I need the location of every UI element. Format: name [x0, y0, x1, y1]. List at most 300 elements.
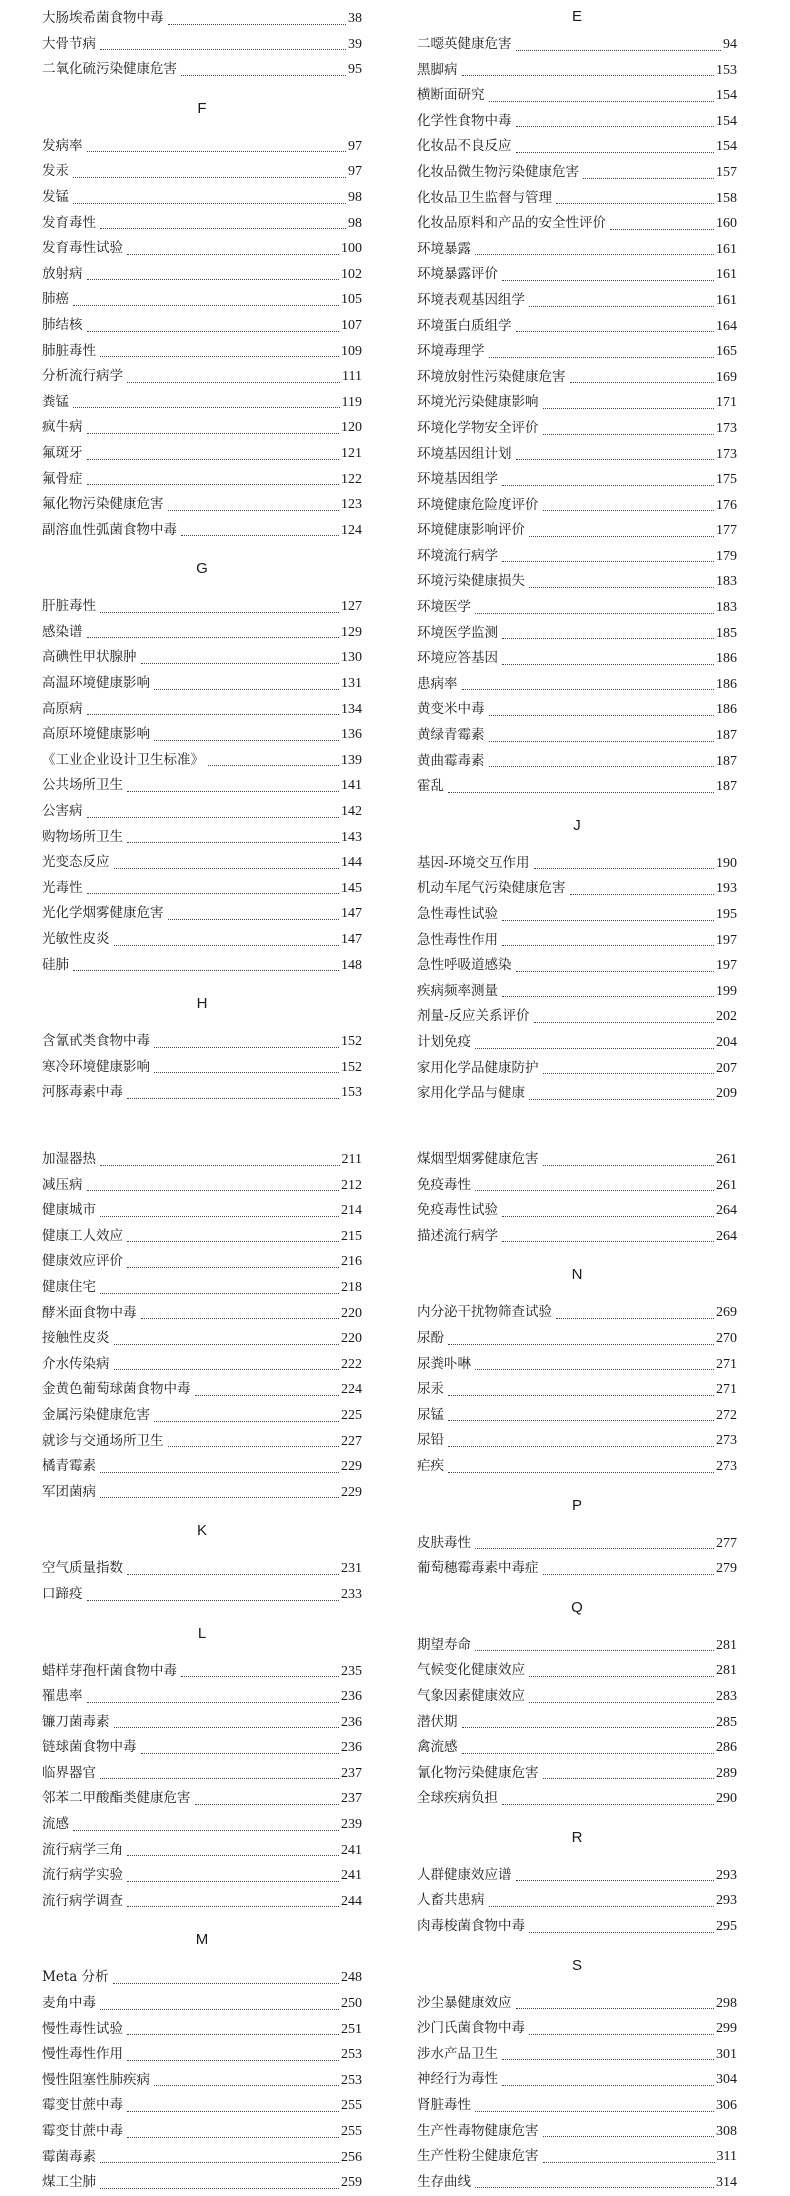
entry-term: 生产性粉尘健康危害 [417, 2148, 539, 2165]
dot-leader [168, 1446, 340, 1447]
entry-term: 皮肤毒性 [417, 1534, 471, 1551]
entry-term: 霉变甘蔗中毒 [42, 2097, 123, 2114]
index-entry [417, 749, 737, 775]
dot-leader [87, 484, 340, 485]
index-entry [417, 58, 737, 84]
letter-heading: F [197, 99, 207, 117]
index-entry [417, 851, 737, 877]
index-entry [42, 236, 362, 262]
index-entry [42, 671, 362, 697]
dot-leader [154, 1047, 339, 1048]
dot-leader [127, 842, 339, 843]
index-entry [42, 2119, 362, 2145]
entry-page-number: 283 [716, 1688, 737, 1704]
entry-page-number: 236 [341, 1689, 362, 1705]
dot-leader [529, 1099, 714, 1100]
entry-term: 黄曲霉毒素 [417, 752, 485, 769]
dot-leader [489, 741, 715, 742]
dot-leader [113, 1983, 339, 1984]
dot-leader [114, 1369, 340, 1370]
index-entry [42, 1838, 362, 1864]
entry-term: 生存曲线 [417, 2173, 471, 2190]
dot-leader [127, 2034, 339, 2035]
entry-page-number: 161 [716, 292, 737, 308]
dot-leader [529, 1702, 714, 1703]
dot-leader [489, 357, 715, 358]
dot-leader [127, 382, 340, 383]
index-entry [42, 159, 362, 185]
index-entry [417, 1300, 737, 1326]
index-entry [417, 2144, 737, 2170]
index-entry [42, 1735, 362, 1761]
entry-page-number: 165 [716, 344, 737, 360]
entry-term: 流行病学实验 [42, 1867, 123, 1884]
entry-page-number: 127 [341, 599, 362, 615]
entry-page-number: 161 [716, 267, 737, 283]
entry-page-number: 175 [716, 472, 737, 488]
entry-page-number: 197 [716, 932, 737, 948]
dot-leader [448, 1472, 714, 1473]
entry-term: 化妆品微生物污染健康危害 [417, 163, 579, 180]
entry-term: 肺结核 [42, 316, 83, 333]
index-column-left [42, 6, 362, 1106]
entry-page-number: 207 [716, 1060, 737, 1076]
index-entry [417, 314, 737, 340]
dot-leader [100, 1293, 339, 1294]
dot-leader [127, 1855, 339, 1856]
entry-term: 化妆品不良反应 [417, 138, 512, 155]
entry-page-number: 169 [716, 369, 737, 385]
index-entry [417, 1004, 737, 1030]
index-entry [417, 416, 737, 442]
entry-page-number: 304 [716, 2072, 737, 2088]
index-entry [42, 134, 362, 160]
index-entry [417, 544, 737, 570]
dot-leader [583, 178, 714, 179]
entry-page-number: 236 [341, 1740, 362, 1756]
index-column-right [417, 6, 737, 1107]
entry-page-number: 214 [341, 1203, 362, 1219]
letter-heading: J [573, 816, 581, 834]
entry-page-number: 270 [716, 1330, 737, 1346]
letter-heading: L [197, 1624, 207, 1642]
entry-page-number: 241 [341, 1842, 362, 1858]
dot-leader [208, 765, 339, 766]
entry-term: 金属污染健康危害 [42, 1406, 150, 1423]
entry-term: 流行病学三角 [42, 1841, 123, 1858]
index-entry [417, 442, 737, 468]
entry-term: 氟化物污染健康危害 [42, 496, 164, 513]
index-entry [42, 1659, 362, 1685]
entry-page-number: 187 [716, 753, 737, 769]
entry-page-number: 235 [341, 1663, 362, 1679]
entry-page-number: 255 [341, 2098, 362, 2114]
dot-leader [87, 1702, 340, 1703]
dot-leader [448, 1446, 714, 1447]
entry-term: 煤工尘肺 [42, 2174, 96, 2191]
dot-leader [87, 331, 340, 332]
index-entry [42, 441, 362, 467]
entry-page-number: 204 [716, 1034, 737, 1050]
entry-term: 慢性毒性试验 [42, 2020, 123, 2037]
index-entry [42, 1224, 362, 1250]
entry-page-number: 158 [716, 190, 737, 206]
entry-page-number: 144 [341, 855, 362, 871]
entry-term: 口蹄疫 [42, 1585, 83, 1602]
entry-term: 期望寿命 [417, 1636, 471, 1653]
index-entry [417, 1914, 737, 1940]
dot-leader [502, 664, 714, 665]
entry-page-number: 237 [341, 1765, 362, 1781]
dot-leader [570, 382, 715, 383]
letter-heading: S [571, 1956, 582, 1974]
entry-page-number: 273 [716, 1433, 737, 1449]
entry-page-number: 301 [716, 2046, 737, 2062]
index-entry [42, 722, 362, 748]
entry-term: 剂量-反应关系评价 [417, 1008, 530, 1025]
index-entry [417, 237, 737, 263]
entry-page-number: 272 [716, 1407, 737, 1423]
index-entry [417, 262, 737, 288]
entry-term: 慢性阻塞性肺疾病 [42, 2071, 150, 2088]
dot-leader [534, 1022, 714, 1023]
dot-leader [448, 1395, 714, 1396]
index-entry [417, 902, 737, 928]
entry-term: 寒冷环境健康影响 [42, 1058, 150, 1075]
entry-page-number: 211 [341, 1152, 362, 1167]
entry-page-number: 229 [341, 1459, 362, 1475]
entry-page-number: 94 [723, 37, 737, 52]
entry-page-number: 153 [341, 1085, 362, 1101]
entry-page-number: 259 [341, 2175, 362, 2191]
entry-term: 流行病学调查 [42, 1892, 123, 1909]
entry-page-number: 179 [716, 548, 737, 564]
index-entry [42, 1429, 362, 1455]
index-entry [42, 2145, 362, 2171]
entry-term: 光毒性 [42, 879, 83, 896]
entry-term: 黄变米中毒 [417, 701, 485, 718]
entry-term: 环境医学 [417, 599, 471, 616]
dot-leader [462, 1727, 715, 1728]
entry-term: Meta 分析 [42, 1969, 109, 1986]
entry-page-number: 147 [341, 932, 362, 947]
entry-page-number: 255 [341, 2124, 362, 2139]
entry-page-number: 102 [341, 266, 362, 282]
dot-leader [87, 817, 340, 818]
entry-term: 人畜共患病 [417, 1892, 485, 1909]
index-entry [417, 109, 737, 135]
index-entry [417, 1658, 737, 1684]
dot-leader [475, 1048, 714, 1049]
entry-term: 煤烟型烟雾健康危害 [417, 1151, 539, 1167]
index-entry [42, 2017, 362, 2043]
entry-page-number: 105 [341, 292, 362, 308]
entry-page-number: 277 [716, 1535, 737, 1551]
index-entry [417, 774, 737, 800]
dot-leader [502, 1216, 714, 1217]
entry-term: 接触性皮炎 [42, 1330, 110, 1347]
dot-leader [489, 101, 715, 102]
dot-leader [529, 587, 714, 588]
entry-term: 环境光污染健康影响 [417, 394, 539, 411]
index-entry [42, 1965, 362, 1991]
dot-leader [100, 1497, 339, 1498]
entry-page-number: 98 [348, 215, 362, 231]
dot-leader [73, 305, 339, 306]
entry-term: 光敏性皮炎 [42, 931, 110, 947]
entry-term: 军团菌病 [42, 1483, 96, 1500]
index-entry [417, 1081, 737, 1107]
entry-page-number: 231 [341, 1561, 362, 1577]
entry-page-number: 187 [716, 728, 737, 744]
entry-term: 沙尘暴健康效应 [417, 1994, 512, 2011]
entry-term: 分析流行病学 [42, 368, 123, 385]
dot-leader [448, 1420, 714, 1421]
entry-page-number: 142 [341, 804, 362, 820]
entry-term: 急性毒性作用 [417, 931, 498, 948]
entry-page-number: 134 [341, 701, 362, 717]
index-entry [42, 1454, 362, 1480]
index-entry [417, 672, 737, 698]
entry-page-number: 171 [716, 395, 737, 411]
index-entry [42, 645, 362, 671]
entry-term: 金黄色葡萄球菌食物中毒 [42, 1381, 191, 1398]
dot-leader [141, 663, 340, 664]
index-entry [42, 2042, 362, 2068]
dot-leader [462, 689, 715, 690]
entry-term: 就诊与交通场所卫生 [42, 1432, 164, 1449]
entry-page-number: 97 [348, 138, 362, 154]
entry-term: 患病率 [417, 675, 458, 692]
entry-page-number: 38 [348, 11, 362, 26]
dot-leader [462, 1753, 715, 1754]
index-entry [42, 1055, 362, 1081]
dot-leader [502, 920, 714, 921]
entry-page-number: 285 [716, 1714, 737, 1730]
index-entry [42, 1556, 362, 1582]
dot-leader [529, 1932, 714, 1933]
entry-term: 硅肺 [42, 956, 69, 973]
entry-page-number: 295 [716, 1919, 737, 1935]
entry-page-number: 190 [716, 855, 737, 871]
entry-term: 公共场所卫生 [42, 777, 123, 794]
dot-leader [127, 1098, 339, 1099]
entry-term: 粪锰 [42, 393, 69, 410]
entry-page-number: 141 [341, 778, 362, 794]
index-entry [42, 1198, 362, 1224]
dot-leader [127, 2137, 339, 2138]
dot-leader [127, 791, 339, 792]
index-entry [417, 1224, 737, 1250]
dot-leader [610, 229, 714, 230]
index-entry [42, 876, 362, 902]
entry-page-number: 39 [348, 36, 362, 52]
entry-term: 罹患率 [42, 1688, 83, 1705]
entry-term: 氰化物污染健康危害 [417, 1764, 539, 1781]
dot-leader [100, 2009, 339, 2010]
entry-page-number: 220 [341, 1331, 362, 1347]
entry-term: 肾脏毒性 [417, 2097, 471, 2114]
index-entry [42, 1812, 362, 1838]
entry-term: 氟斑牙 [42, 444, 83, 461]
entry-page-number: 129 [341, 624, 362, 640]
index-column-right [417, 1147, 737, 2195]
entry-term: 环境毒理学 [417, 343, 485, 360]
entry-page-number: 202 [716, 1009, 737, 1025]
index-entry [42, 313, 362, 339]
index-entry [42, 1352, 362, 1378]
dot-leader [127, 1881, 339, 1882]
entry-term: 加湿器热 [42, 1151, 96, 1167]
entry-page-number: 154 [716, 88, 737, 104]
entry-term: 霉菌毒素 [42, 2148, 96, 2165]
entry-page-number: 119 [341, 394, 362, 410]
index-entry [42, 1249, 362, 1275]
entry-term: 健康效应评价 [42, 1253, 123, 1270]
index-entry [417, 2016, 737, 2042]
index-entry [417, 569, 737, 595]
dot-leader [475, 1548, 714, 1549]
dot-leader [516, 331, 715, 332]
index-entry [42, 364, 362, 390]
entry-term: 疟疾 [417, 1457, 444, 1474]
entry-page-number: 264 [716, 1203, 737, 1219]
dot-leader [516, 126, 715, 127]
index-column-left [42, 1147, 362, 2196]
index-entry [417, 1710, 737, 1736]
entry-term: 高碘性甲状腺肿 [42, 649, 137, 666]
index-entry [42, 1403, 362, 1429]
dot-leader [100, 1165, 340, 1166]
entry-page-number: 183 [716, 574, 737, 590]
index-entry [417, 723, 737, 749]
dot-leader [502, 561, 714, 562]
entry-term: 橘青霉素 [42, 1458, 96, 1475]
letter-heading: R [571, 1828, 583, 1846]
index-entry [417, 1735, 737, 1761]
entry-term: 机动车尾气污染健康危害 [417, 880, 566, 897]
dot-leader [127, 2111, 339, 2112]
entry-term: 葡萄穗霉毒素中毒症 [417, 1560, 539, 1577]
dot-leader [168, 24, 347, 25]
entry-term: 环境健康影响评价 [417, 522, 525, 539]
entry-page-number: 187 [716, 779, 737, 795]
entry-term: 公害病 [42, 803, 83, 820]
index-entry [417, 2093, 737, 2119]
entry-term: 环境基因组学 [417, 471, 498, 488]
entry-page-number: 224 [341, 1382, 362, 1398]
index-entry [42, 467, 362, 493]
index-entry [417, 1888, 737, 1914]
entry-page-number: 173 [716, 420, 737, 436]
entry-term: 全球疾病负担 [417, 1790, 498, 1807]
entry-term: 环境应答基因 [417, 650, 498, 667]
entry-term: 高温环境健康影响 [42, 675, 150, 692]
dot-leader [543, 1165, 715, 1166]
entry-page-number: 154 [716, 113, 737, 129]
entry-page-number: 269 [716, 1305, 737, 1321]
dot-leader [73, 203, 346, 204]
dot-leader [141, 1753, 340, 1754]
entry-page-number: 160 [716, 216, 737, 232]
letter-heading: E [571, 8, 582, 25]
entry-term: 免疫毒性试验 [417, 1202, 498, 1219]
entry-term: 环境暴露 [417, 240, 471, 257]
entry-page-number: 298 [716, 1995, 737, 2011]
entry-page-number: 239 [341, 1817, 362, 1833]
entry-page-number: 147 [341, 906, 362, 922]
entry-page-number: 154 [716, 139, 737, 155]
index-entry [417, 928, 737, 954]
index-entry [417, 211, 737, 237]
index-entry [42, 6, 362, 32]
dot-leader [543, 510, 715, 511]
entry-term: 链球菌食物中毒 [42, 1739, 137, 1756]
index-entry [42, 287, 362, 313]
entry-page-number: 111 [342, 369, 362, 385]
index-entry [417, 1198, 737, 1224]
letter-heading: M [195, 1931, 209, 1949]
index-entry [42, 211, 362, 237]
index-entry [42, 2093, 362, 2119]
entry-term: 黄绿青霉素 [417, 727, 485, 744]
index-entry [417, 876, 737, 902]
dot-leader [181, 535, 339, 536]
entry-term: 急性毒性试验 [417, 906, 498, 922]
entry-term: 肺脏毒性 [42, 342, 96, 359]
entry-page-number: 186 [716, 702, 737, 718]
index-entry [42, 901, 362, 927]
dot-leader [489, 766, 715, 767]
entry-page-number: 216 [341, 1254, 362, 1270]
index-entry [42, 1863, 362, 1889]
dot-leader [181, 1676, 339, 1677]
dot-leader [100, 356, 339, 357]
index-entry [42, 1173, 362, 1199]
entry-term: 尿酚 [417, 1329, 444, 1346]
entry-page-number: 271 [716, 1356, 737, 1372]
entry-page-number: 233 [341, 1586, 362, 1602]
entry-term: 环境放射性污染健康危害 [417, 368, 566, 385]
dot-leader [475, 1190, 714, 1191]
entry-page-number: 293 [716, 1893, 737, 1909]
index-entry [417, 1352, 737, 1378]
entry-page-number: 121 [341, 445, 362, 461]
letter-heading: N [571, 1266, 583, 1284]
entry-term: 人群健康效应谱 [417, 1866, 512, 1883]
dot-leader [475, 1650, 714, 1651]
dot-leader [127, 1574, 339, 1575]
dot-leader [127, 1267, 339, 1268]
letter-heading: H [196, 995, 208, 1013]
index-entry [417, 595, 737, 621]
index-entry [417, 1173, 737, 1199]
index-entry [417, 2119, 737, 2145]
entry-page-number: 250 [341, 1996, 362, 2012]
entry-page-number: 215 [341, 1228, 362, 1244]
dot-leader [87, 433, 340, 434]
index-entry [417, 979, 737, 1005]
index-entry [42, 518, 362, 544]
entry-term: 氟骨症 [42, 470, 83, 487]
entry-term: 环境基因组计划 [417, 445, 512, 462]
index-entry [42, 620, 362, 646]
entry-term: 感染谱 [42, 623, 83, 640]
entry-page-number: 209 [716, 1086, 737, 1102]
dot-leader [543, 2162, 715, 2163]
dot-leader [127, 2060, 339, 2061]
entry-term: 气候变化健康效应 [417, 1662, 525, 1679]
